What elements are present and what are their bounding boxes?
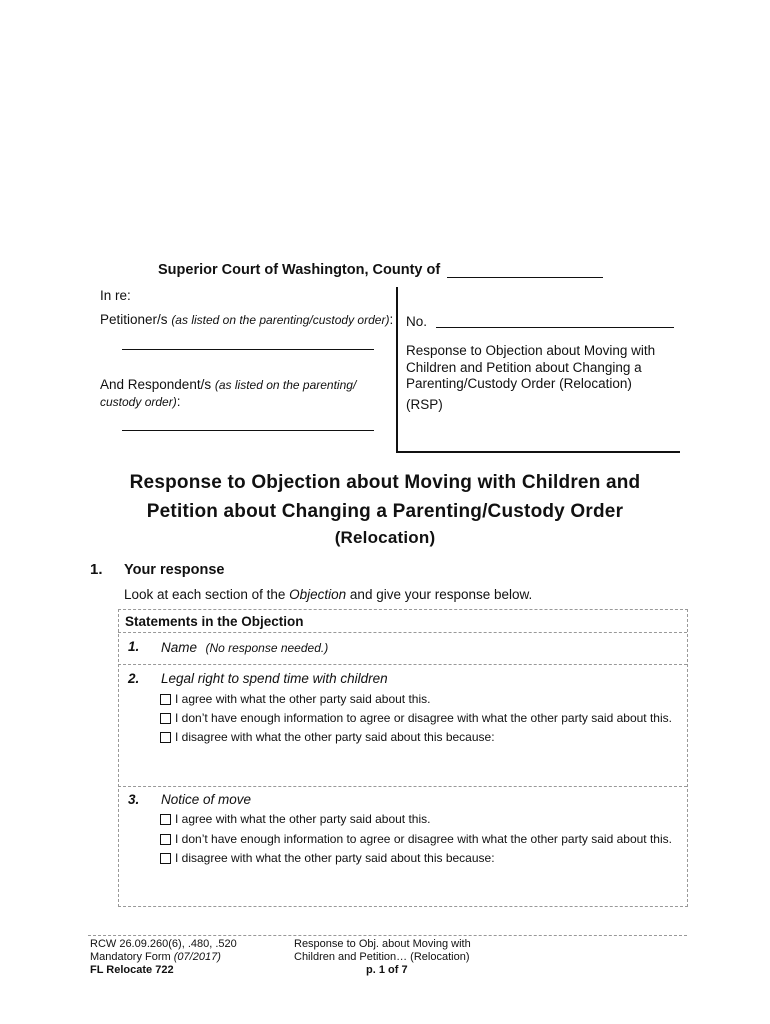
respondent-name-field[interactable] bbox=[122, 430, 374, 431]
item-2-disagree-checkbox[interactable] bbox=[160, 732, 171, 743]
petitioner-colon: : bbox=[389, 312, 394, 327]
option-text: I agree with what the other party said about this. bbox=[175, 692, 431, 706]
option-text: I agree with what the other party said about this. bbox=[175, 812, 431, 826]
petitioner-name-field[interactable] bbox=[122, 349, 374, 350]
item-1-row bbox=[161, 639, 328, 657]
doc-title-line-1: Response to Objection about Moving with bbox=[406, 343, 656, 358]
table-header: Statements in the Objection bbox=[125, 614, 304, 629]
doc-title-block bbox=[406, 343, 655, 413]
doc-title-line-2: Children and Petition about Changing a bbox=[406, 359, 642, 375]
footer-mandatory-label: Mandatory Form bbox=[90, 951, 171, 963]
option-text: I disagree with what the other party said about this because: bbox=[175, 730, 495, 744]
respondent-colon: : bbox=[176, 394, 181, 409]
footer-left bbox=[90, 938, 237, 977]
title-line-3: (Relocation) bbox=[334, 528, 436, 547]
item-3-label: Notice of move bbox=[161, 792, 252, 807]
item-1-note: (No response needed.) bbox=[205, 641, 329, 655]
row-divider bbox=[118, 786, 687, 787]
respondent-note-line2 bbox=[100, 393, 180, 411]
caption-vertical-divider bbox=[396, 287, 398, 452]
respondent-label: And Respondent/s bbox=[100, 377, 212, 392]
footer-rcw: RCW 26.09.260(6), .480, .520 bbox=[90, 938, 237, 950]
respondent-label-line bbox=[100, 377, 356, 392]
item-2-option-disagree bbox=[160, 730, 495, 744]
item-1-label: Name bbox=[161, 640, 198, 655]
section-1-heading: Your response bbox=[124, 562, 225, 578]
intro-text-italic: Objection bbox=[289, 587, 347, 602]
footer-mandatory-date: (07/2017) bbox=[173, 951, 221, 963]
petitioner-note: (as listed on the parenting/custody order) bbox=[171, 313, 390, 327]
item-1-number: 1. bbox=[128, 639, 140, 654]
footer-divider bbox=[88, 935, 687, 936]
court-label: Superior Court of Washington, County of bbox=[158, 262, 441, 278]
item-3-disagree-checkbox[interactable] bbox=[160, 853, 171, 864]
item-2-number: 2. bbox=[128, 671, 140, 686]
footer-short-title-1: Response to Obj. about Moving with bbox=[294, 938, 471, 950]
item-3-option-disagree bbox=[160, 851, 495, 865]
court-heading bbox=[158, 262, 603, 278]
caption-bottom-divider bbox=[396, 451, 680, 453]
item-2-agree-checkbox[interactable] bbox=[160, 694, 171, 705]
item-3-option-agree bbox=[160, 812, 430, 826]
item-3-option-no-info bbox=[160, 832, 672, 846]
item-2-no-info-checkbox[interactable] bbox=[160, 713, 171, 724]
case-no-label: No. bbox=[406, 314, 428, 329]
section-1-number: 1. bbox=[90, 561, 103, 578]
item-2-option-agree bbox=[160, 692, 430, 706]
doc-title-line-3: Parenting/Custody Order (Relocation) bbox=[406, 376, 632, 391]
item-2-explanation-area[interactable] bbox=[170, 750, 680, 782]
title-line-1: Response to Objection about Moving with Children and bbox=[129, 472, 641, 493]
petitioner-label-line bbox=[100, 312, 393, 327]
footer-short-title-2: Children and Petition… (Relocation) bbox=[294, 951, 470, 963]
option-text: I disagree with what the other party said about this because: bbox=[175, 851, 495, 865]
row-divider bbox=[118, 632, 687, 633]
doc-code: (RSP) bbox=[406, 396, 443, 412]
option-text: I don’t have enough information to agree or disagree with what the other party said about this. bbox=[175, 711, 672, 725]
respondent-note-2: custody order) bbox=[100, 395, 177, 409]
item-3-agree-checkbox[interactable] bbox=[160, 814, 171, 825]
intro-text-before: Look at each section of the bbox=[124, 587, 290, 602]
footer-form-id: FL Relocate 722 bbox=[90, 964, 174, 976]
intro-text-after: and give your response below. bbox=[346, 587, 533, 602]
footer-page-number: p. 1 of 7 bbox=[366, 964, 408, 976]
item-3-no-info-checkbox[interactable] bbox=[160, 834, 171, 845]
footer-mandatory bbox=[90, 951, 237, 964]
item-3-explanation-area[interactable] bbox=[170, 870, 680, 902]
section-1-intro bbox=[124, 587, 532, 602]
in-re-label: In re: bbox=[100, 288, 131, 303]
option-text: I don’t have enough information to agree or disagree with what the other party said about this. bbox=[175, 832, 672, 846]
title-line-2: Petition about Changing a Parenting/Custody Order bbox=[146, 501, 624, 522]
respondent-note-1: (as listed on the parenting/ bbox=[214, 378, 357, 392]
petitioner-label: Petitioner/s bbox=[100, 312, 168, 327]
case-no-field[interactable] bbox=[436, 327, 674, 328]
footer-center bbox=[294, 938, 471, 977]
county-field[interactable] bbox=[447, 263, 603, 278]
item-3-number: 3. bbox=[128, 792, 140, 807]
item-2-option-no-info bbox=[160, 711, 672, 725]
row-divider bbox=[118, 664, 687, 665]
item-2-label: Legal right to spend time with children bbox=[161, 671, 388, 686]
